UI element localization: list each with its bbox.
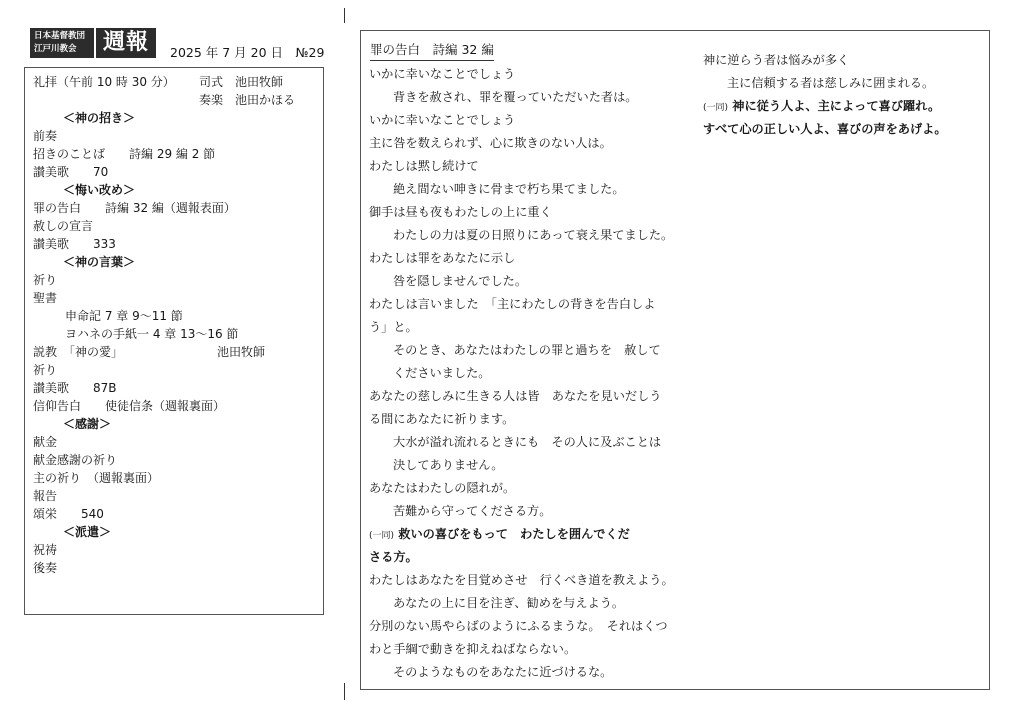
church-logo (30, 28, 94, 58)
prayer-1: 祈り (33, 273, 58, 287)
prayer-2: 祈り (33, 363, 58, 377)
psalm-line: 神に逆らう者は悩みが多く (703, 53, 850, 67)
scripture: 聖書 (33, 291, 58, 305)
psalm-line: 主に咎を数えられず、心に欺きのない人は。 (369, 136, 612, 150)
sermon: 説教 「神の愛」 池田牧師 (33, 345, 266, 359)
psalm-line-congregation: さる方。 (369, 550, 418, 564)
psalm-line: う」と。 (369, 320, 418, 334)
offering: 献金 (33, 435, 58, 449)
psalm-line: わたしはあなたを目覚めさせ 行くべき道を教えよう。 (369, 573, 674, 587)
reading-2: ヨハネの手紙一 4 章 13～16 節 (65, 327, 239, 341)
fold-mark-top (344, 8, 345, 23)
call-words: 招きのことば 詩編 29 編 2 節 (33, 147, 216, 161)
psalm-line: いかに幸いなことでしょう (369, 113, 516, 127)
psalm-line: そのとき、あなたはわたしの罪と過ちを 赦して (393, 343, 661, 357)
service-time: 礼拝（午前 10 時 30 分） 司式 池田牧師 (33, 75, 284, 89)
psalm-line: 御手は昼も夜もわたしの上に重く (369, 205, 552, 219)
announcements: 報告 (33, 489, 58, 503)
psalm-line: わたしの力は夏の日照りにあって衰え果てました。 (393, 228, 674, 242)
offering-prayer: 献金感謝の祈り (33, 453, 118, 467)
preacher: 池田牧師 (217, 345, 266, 359)
doxology: 頌栄 540 (33, 507, 104, 521)
psalm-line-congregation: (一同) 神に従う人よ、主によって喜び躍れ。 (703, 99, 941, 113)
psalm-line: る間にあなたに祈ります。 (369, 412, 515, 426)
psalm-line: わたしは罪をあなたに示し (369, 251, 516, 265)
psalm-line-congregation: (一同) 救いの喜びをもって わたしを囲んでくだ (369, 527, 630, 541)
psalm-line: 主に信頼する者は慈しみに囲まれる。 (727, 76, 935, 90)
hymn-2: 讃美歌 333 (33, 237, 116, 251)
fold-mark-bottom (344, 683, 345, 700)
psalm-line: わたしは黙し続けて (369, 159, 479, 173)
psalm-line: わたしは言いました 「主にわたしの背きを告白しよ (369, 297, 656, 311)
order-of-service (24, 67, 324, 615)
lords-prayer: 主の祈り （週報裏面） (33, 471, 160, 485)
psalm-line-congregation: すべて心の正しい人よ、喜びの声をあげよ。 (703, 122, 947, 136)
psalm-line: 苦難から守ってくださる方。 (393, 504, 552, 518)
section-thanks: ＜感謝＞ (63, 417, 112, 431)
prelude: 前奏 (33, 129, 58, 143)
section-word: ＜神の言葉＞ (63, 255, 136, 269)
psalm-line: 背きを赦され、罪を覆っていただいた者は。 (393, 90, 638, 104)
psalm-heading: 罪の告白 詩編 32 編 (370, 40, 494, 61)
hymn-3: 讃美歌 87B (33, 381, 117, 395)
congregation-tag: (一同) (369, 531, 395, 541)
section-call: ＜神の招き＞ (63, 111, 136, 125)
liturgist: 司式 池田牧師 (199, 75, 284, 89)
psalm-line: あなたの上に目を注ぎ、勧めを与えよう。 (393, 596, 625, 610)
psalm-line: あなたはわたしの隠れが。 (369, 481, 516, 495)
congregation-tag: (一同) (703, 103, 729, 113)
church-name: 江戸川教会 (34, 44, 77, 54)
psalm-line: 大水が溢れ流れるときにも その人に及ぶことは (393, 435, 662, 449)
psalm-line: 決してありません。 (393, 458, 504, 472)
bulletin-title: 週報 (96, 28, 156, 58)
church-denomination: 日本基督教団 (34, 31, 86, 41)
reading-1: 申命記 7 章 9～11 節 (65, 309, 183, 323)
creed: 信仰告白 使徒信条（週報裏面） (33, 399, 226, 413)
benediction: 祝祷 (33, 543, 58, 557)
psalm-line: 絶え間ない呻きに骨まで朽ち果てました。 (393, 182, 625, 196)
issue-date-number: 2025 年 7 月 20 日 №29 (170, 45, 325, 60)
organist: 奏楽 池田かほる (199, 93, 296, 107)
psalm-line: 咎を隠しませんでした。 (393, 274, 528, 288)
section-sending: ＜派遣＞ (63, 525, 112, 539)
absolution: 赦しの宣言 (33, 219, 94, 233)
hymn-1: 讃美歌 70 (33, 165, 109, 179)
confession: 罪の告白 詩編 32 編（週報表面） (33, 201, 236, 215)
psalm-line: いかに幸いなことでしょう (369, 67, 516, 81)
psalm-line: わと手綱で動きを抑えねばならない。 (369, 642, 577, 656)
psalm-line: そのようなものをあなたに近づけるな。 (393, 665, 613, 679)
psalm-line: くださいました。 (393, 366, 491, 380)
section-repentance: ＜悔い改め＞ (63, 183, 136, 197)
psalm-line: あなたの慈しみに生きる人は皆 あなたを見いだしう (369, 389, 662, 403)
psalm-line: 分別のない馬やらばのようにふるまうな。 それはくつ (369, 619, 668, 633)
postlude: 後奏 (33, 561, 58, 575)
